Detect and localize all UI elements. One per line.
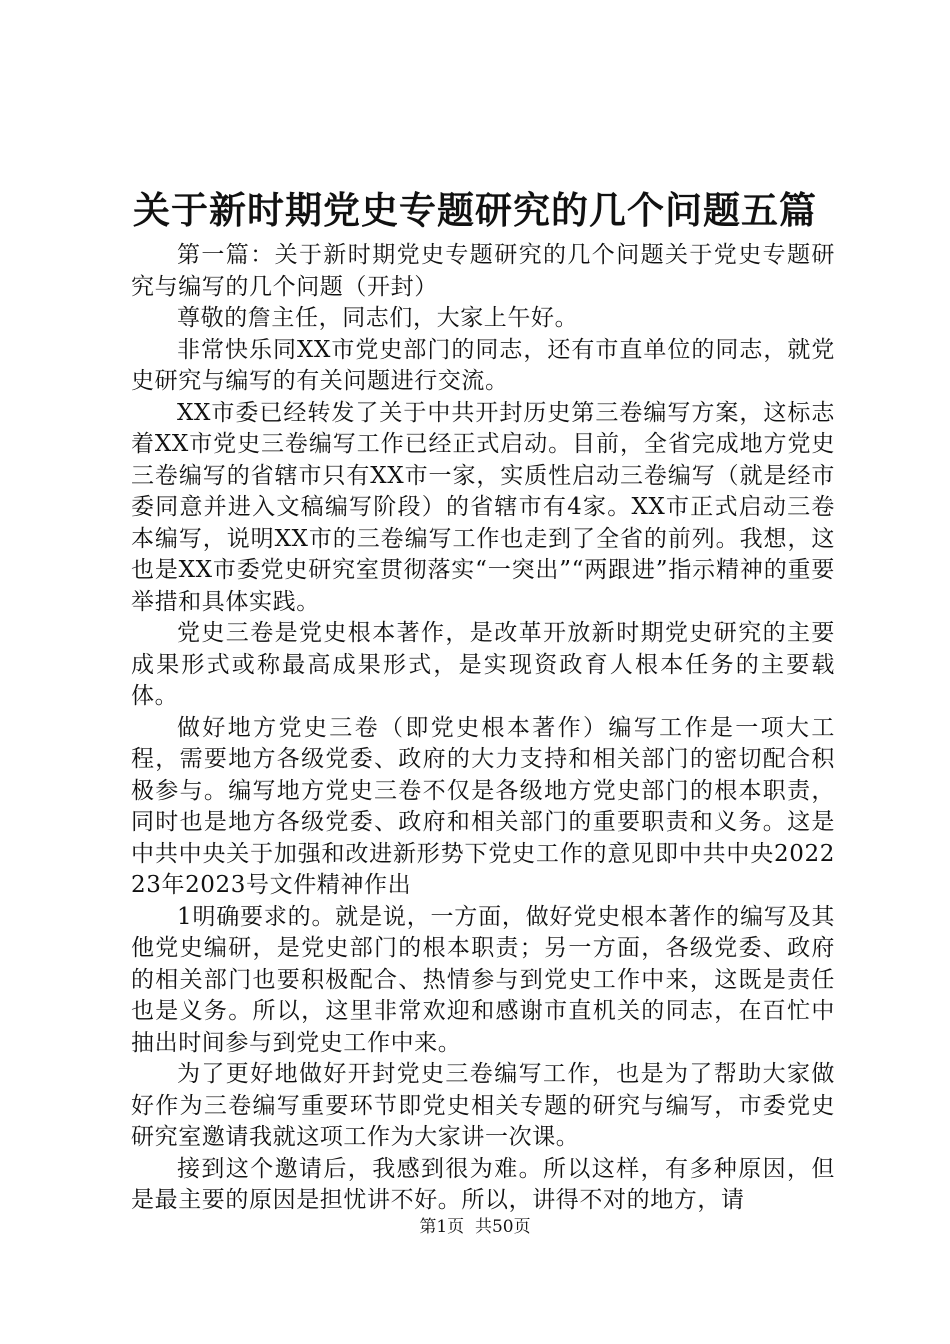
paragraph: 非常快乐同XX市党史部门的同志，还有市直单位的同志，就党史研究与编写的有关问题进行交流。: [131, 336, 835, 394]
page-footer: [0, 1216, 950, 1238]
paragraph: 尊敬的詹主任，同志们，大家上午好。: [177, 305, 579, 331]
page-number: 第1页 共50页: [419, 1217, 531, 1237]
document-title: 关于新时期党史专题研究的几个问题五篇: [133, 188, 817, 232]
document-body: [131, 240, 835, 1217]
paragraph: 接到这个邀请后，我感到很为难。所以这样，有多种原因，但是最主要的原因是担忧讲不好。所以，讲得不对的地方，请: [131, 1155, 835, 1213]
paragraph: 1明确要求的。就是说，一方面，做好党史根本著作的编写及其他党史编研，是党史部门的根本职责；另一方面，各级党委、政府的相关部门也要积极配合、热情参与到党史工作中来，这既是责任也是义务。所以，这里非常欢迎和感谢市直机关的同志，在百忙中抽出时间参与到党史工作中来。: [131, 903, 835, 1056]
paragraph: 做好地方党史三卷（即党史根本著作）编写工作是一项大工程，需要地方各级党委、政府的大力支持和相关部门的密切配合积极参与。编写地方党史三卷不仅是各级地方党史部门的根本职责，同时也是地方各级党委、政府和相关部门的重要职责和义务。这是中共中央关于加强和改进新形势下党史工作的意见即中共中央202223年2023号文件精神作出: [131, 714, 835, 898]
paragraph: XX市委已经转发了关于中共开封历史第三卷编写方案，这标志着XX市党史三卷编写工作已经正式启动。目前，全省完成地方党史三卷编写的省辖市只有XX市一家，实质性启动三卷编写（就是经市委同意并进入文稿编写阶段）的省辖市有4家。XX市正式启动三卷本编写，说明XX市的三卷编写工作也走到了全省的前列。我想，这也是XX市委党史研究室贯彻落实“一突出”“两跟进”指示精神的重要举措和具体实践。: [131, 399, 835, 615]
paragraph: 为了更好地做好开封党史三卷编写工作，也是为了帮助大家做好作为三卷编写重要环节即党史相关专题的研究与编写，市委党史研究室邀请我就这项工作为大家讲一次课。: [131, 1061, 835, 1150]
paragraph: 第一篇：关于新时期党史专题研究的几个问题关于党史专题研究与编写的几个问题（开封）: [131, 242, 835, 300]
paragraph: 党史三卷是党史根本著作，是改革开放新时期党史研究的主要成果形式或称最高成果形式，是实现资政育人根本任务的主要载体。: [131, 620, 835, 709]
